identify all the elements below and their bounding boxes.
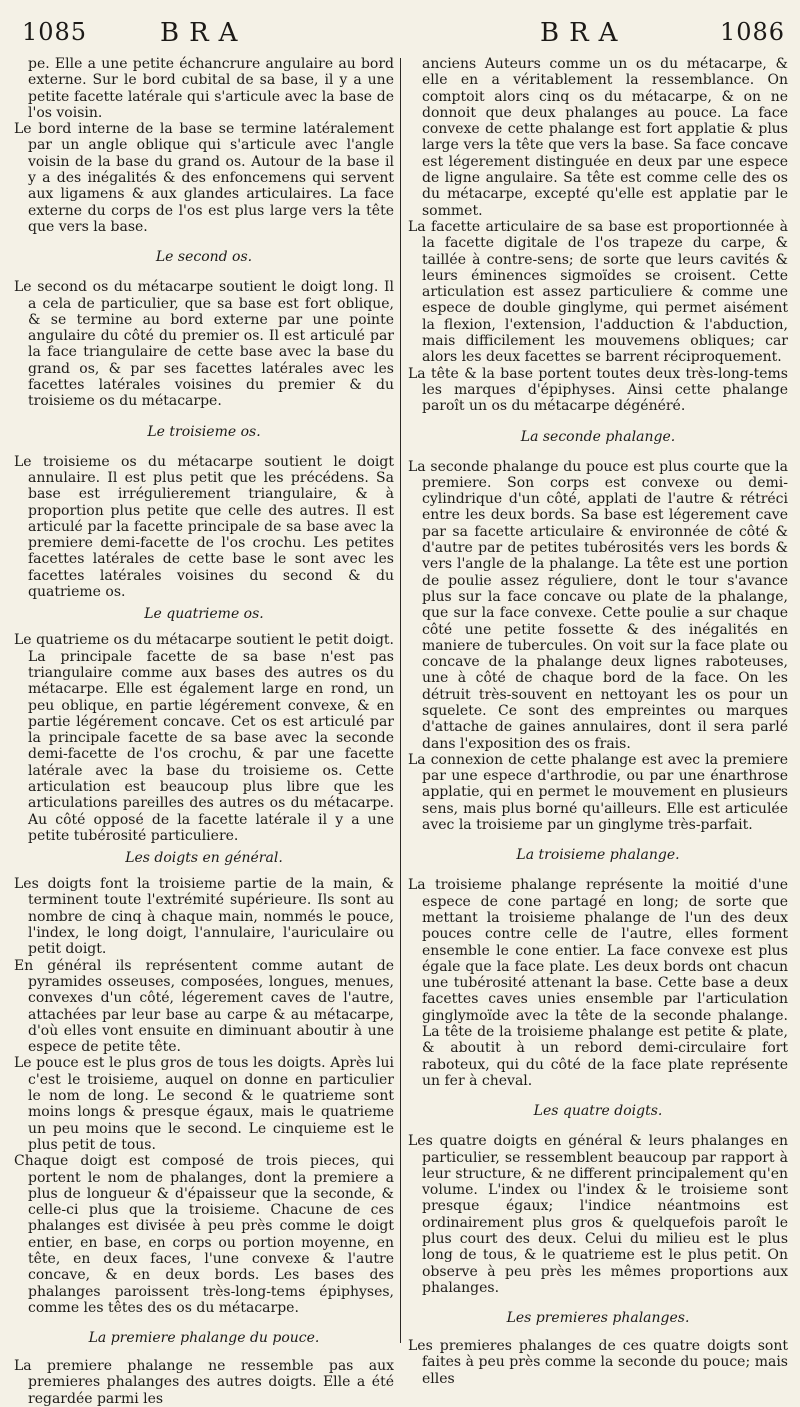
page-number-left: 1085 <box>22 18 88 46</box>
section-heading: La premiere phalange du pouce. <box>88 1330 320 1347</box>
section-heading: Le second os. <box>155 249 253 266</box>
right-column <box>408 56 788 1387</box>
section-heading: La troisieme phalange. <box>516 847 680 864</box>
running-head-right: BRA <box>540 18 628 48</box>
paragraph: La seconde phalange du pouce est plus courte que la premiere. Son corps est convexe ou demi-cylindrique d'un côté, applati de l'autre & rétréci entre les deux bords. Sa base est légerement cave par sa facette articulaire & environnée de côté & d'autre par de petites tubérosités vers les bords & vers l'angle de la phalange. La tête est une portion de poulie assez réguliere, dont le tour s'avance plus sur la face concave ou plate de la phalange, que sur la face convexe. Cette poulie a sur chaque côté une petite fossette & des inégalités en maniere de tubercules. On voit sur la face plate ou concave de la phalange deux lignes raboteuses, une à côté de chaque bord de la face. On les détruit très-souvent en nettoyant les os pour un squelete. Ce sont des empreintes ou marques d'attache de gaines annulaires, dont il sera parlé dans l'exposition des os frais. <box>408 458 788 752</box>
paragraph: Les doigts font la troisieme partie de la main, & terminent toute l'extrémité supérieure. Ils sont au nombre de cinq à chaque main, nommés le pouce, l'index, le long doigt, l'annulaire, l'auriculaire ou petit doigt. <box>14 876 394 958</box>
section-heading: Les doigts en général. <box>125 850 283 867</box>
paragraph: Le pouce est le plus gros de tous les doigts. Après lui c'est le troisieme, auquel on donne en particulier le nom de long. Le second & le quatrieme sont moins longs & presque égaux, mais le quatrieme un peu moins que le second. Le cinquieme est le plus petit de tous. <box>14 1055 394 1153</box>
paragraph: Chaque doigt est composé de trois pieces, qui portent le nom de phalanges, dont la premiere a plus de longueur & d'épaisseur que la seconde, & celle-ci plus que la troisieme. Chacune de ces phalanges est divisée à peu près comme le doigt entier, en base, en corps ou portion moyenne, en tête, en deux faces, l'une convexe & l'autre concave, & en deux bords. Les bases des phalanges paroissent très-long-tems épiphyses, comme les têtes des os du métacarpe. <box>14 1153 394 1316</box>
column-divider <box>400 58 401 1343</box>
page-number-right: 1086 <box>720 18 786 46</box>
running-head-left: BRA <box>160 18 248 48</box>
paragraph: Le quatrieme os du métacarpe soutient le petit doigt. La principale facette de sa base n'est pas triangulaire comme aux bases des autres os du métacarpe. Elle est également large en rond, un peu oblique, en partie légérement convexe, & en partie légérement concave. Cet os est articulé par la principale facette de sa base avec la seconde demi-facette de l'os crochu, & par une facette latérale avec la base du troisieme os. Cette articulation est beaucoup plus libre que les articulations pareilles des autres os du métacarpe. Au côté opposé de la facette latérale il y a une petite tubérosité particuliere. <box>14 632 394 844</box>
paragraph: Le second os du métacarpe soutient le doigt long. Il a cela de particulier, que sa base est fort oblique, & se termine au bord externe par une pointe angulaire du côté du premier os. Il est articulé par la face triangulaire de cette base avec la base du grand os, & par ses facettes latérales avec les facettes latérales voisines du premier & du troisieme os du métacarpe. <box>14 279 394 410</box>
paragraph: La connexion de cette phalange est avec la premiere par une espece d'arthrodie, ou par une énarthrose applatie, qui en permet le mouvement en plusieurs sens, mais plus borné qu'ailleurs. Elle est articulée avec la troisieme par un ginglyme très-parfait. <box>408 751 788 834</box>
left-column <box>14 56 394 1407</box>
section-heading: La seconde phalange. <box>520 428 676 445</box>
paragraph: La facette articulaire de sa base est proportionnée à la facette digitale de l'os trapeze du carpe, & taillée à contre-sens; de sorte que leurs cavités & leurs éminences sigmoïdes se croisent. Cette articulation est assez particuliere & comme une espece de double ginglyme, qui permet aisément la flexion, l'extension, l'adduction & l'abduction, mais difficilement les mouvemens obliques; car alors les deux facettes se barrent réciproquement. <box>408 218 788 366</box>
paragraph: Le bord interne de la base se termine latéralement par un angle oblique qui s'articule avec l'angle voisin de la base du grand os. Autour de la base il y a des inégalités & des enfoncemens qui servent aux ligamens & aux glandes articulaires. La face externe du corps de l'os est plus large vers la tête que vers la base. <box>14 121 394 235</box>
paragraph: La premiere phalange ne ressemble pas aux premieres phalanges des autres doigts. Elle a été regardée parmi les <box>14 1358 394 1407</box>
paragraph: La troisieme phalange représente la moitié d'une espece de cone partagé en long; de sorte que mettant la troisieme phalange de l'un des deux pouces contre celle de l'autre, elles forment ensemble le cone entier. La face convexe est plus égale que la face plate. Les deux bords ont chacun une tubérosité attenant la base. Cette base a deux facettes caves unies ensemble par l'articulation ginglymoïde avec la tête de la seconde phalange. La tête de la troisieme phalange est petite & plate, & aboutit à un rebord demi-circulaire fort raboteux, qui du côté de la face plate représente un fer à cheval. <box>408 877 788 1089</box>
paragraph: En général ils représentent comme autant de pyramides osseuses, composées, longues, menues, convexes d'un côté, légerement caves de l'autre, attachées par leur base au carpe & au métacarpe, d'où elles vont ensuite en diminuant aboutir à une espece de petite tête. <box>14 957 394 1056</box>
paragraph: Le troisieme os du métacarpe soutient le doigt annulaire. Il est plus petit que les précédens. Sa base est irrégulierement triangulaire, & à proportion plus petite que celle des autres. Il est articulé par la facette principale de sa base avec la premiere demi-facette de l'os crochu. Les petites facettes latérales de cette base le sont avec les facettes latérales voisines du second & du quatrieme os. <box>14 453 394 601</box>
section-heading: Les premieres phalanges. <box>506 1310 690 1327</box>
paragraph: anciens Auteurs comme un os du métacarpe, & elle en a véritablement la ressemblance. On comptoit alors cinq os du métacarpe, & on ne donnoit que deux phalanges au pouce. La face convexe de cette phalange est fort applatie & plus large vers la tête que vers la base. Sa face concave est légerement distinguée en deux par une espece de ligne angulaire. Sa tête est comme celle des os du métacarpe, excepté qu'elle est applatie par le sommet. <box>422 56 788 219</box>
paragraph: La tête & la base portent toutes deux très-long-tems les marques d'épiphyses. Ainsi cette phalange paroît un os du métacarpe dégénéré. <box>408 365 788 415</box>
paragraph: Les premieres phalanges de ces quatre doigts sont faites à peu près comme la seconde du pouce; mais elles <box>408 1338 788 1387</box>
section-heading: Le troisieme os. <box>147 423 261 440</box>
section-heading: Le quatrieme os. <box>144 606 264 623</box>
paragraph: pe. Elle a une petite échancrure angulaire au bord externe. Sur le bord cubital de sa base, il y a une petite facette latérale qui s'articule avec la base de l'os voisin. <box>28 56 394 121</box>
paragraph: Les quatre doigts en général & leurs phalanges en particulier, se ressemblent beaucoup par rapport à leur structure, & ne different principalement qu'en volume. L'index ou l'index & le troisieme sont presque égaux; l'indice néantmoins est ordinairement plus gros & quelquefois paroît le plus court des deux. Celui du milieu est le plus long de tous, & le quatrieme est le plus petit. On observe à peu près les mêmes proportions aux phalanges. <box>408 1133 788 1296</box>
running-header <box>0 18 800 54</box>
section-heading: Les quatre doigts. <box>533 1103 663 1120</box>
